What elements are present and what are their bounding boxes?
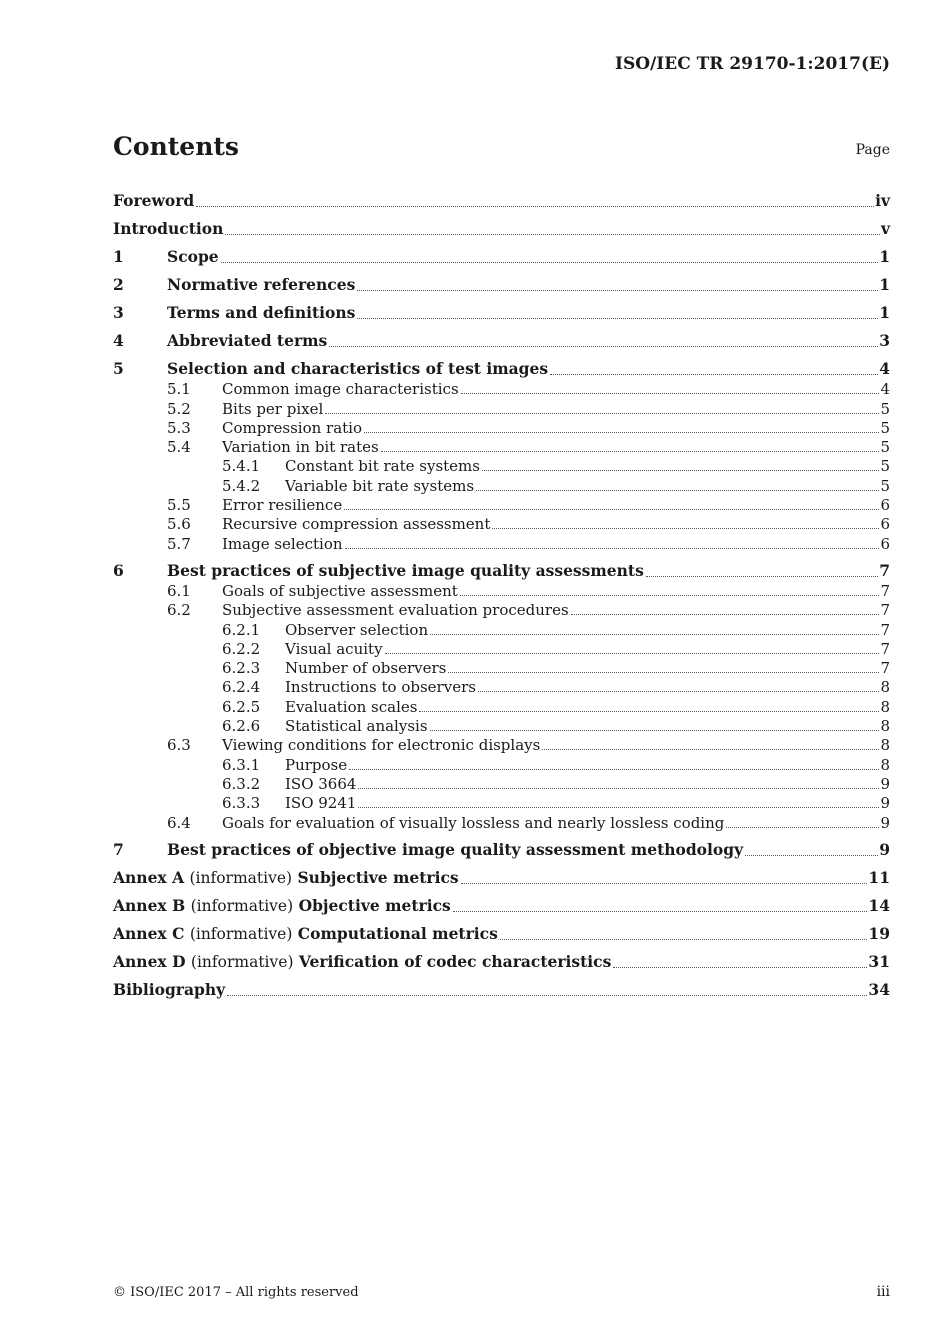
toc-title: Best practices of subjective image quality assessments bbox=[167, 560, 644, 580]
dot-leader bbox=[478, 691, 880, 692]
toc-page: 7 bbox=[880, 639, 890, 658]
toc-number: 6.1 bbox=[167, 581, 191, 600]
toc-entry-5-3[interactable] bbox=[113, 419, 890, 438]
dot-leader bbox=[745, 855, 878, 856]
dot-leader bbox=[329, 346, 878, 347]
toc-number: 6.2.6 bbox=[222, 717, 261, 736]
toc-title bbox=[113, 952, 611, 973]
toc-title: Best practices of objective image quality assessment methodology bbox=[167, 839, 744, 859]
dot-leader bbox=[357, 290, 878, 291]
dot-leader bbox=[196, 206, 874, 207]
toc-entry-6-1[interactable] bbox=[113, 582, 890, 601]
toc-title: Constant bit rate systems bbox=[285, 457, 480, 476]
dot-leader bbox=[482, 470, 879, 471]
dot-leader bbox=[571, 614, 880, 615]
toc-entry-6-2-6[interactable] bbox=[113, 717, 890, 736]
toc-title: Variable bit rate systems bbox=[285, 476, 475, 495]
toc-page: 5 bbox=[880, 457, 890, 476]
copyright-notice: © ISO/IEC 2017 – All rights reserved bbox=[113, 1285, 359, 1300]
toc-entry-introduction[interactable] bbox=[113, 212, 890, 240]
toc-title bbox=[113, 868, 459, 889]
toc-page: 3 bbox=[879, 331, 890, 350]
toc-page: 4 bbox=[880, 380, 890, 399]
dot-leader bbox=[476, 490, 879, 491]
toc-entry-bibliography[interactable] bbox=[113, 973, 890, 1001]
annex-label: Annex B bbox=[113, 895, 186, 915]
toc-page: 7 bbox=[880, 659, 890, 678]
dot-leader bbox=[419, 711, 879, 712]
toc-entry-3[interactable] bbox=[113, 296, 890, 324]
dot-leader bbox=[227, 995, 867, 996]
toc-title: Goals for evaluation of visually lossless and nearly lossless coding bbox=[222, 813, 725, 832]
annex-label: Annex D bbox=[113, 951, 186, 971]
toc-number: 6.3.3 bbox=[222, 794, 261, 813]
toc-entry-5-1[interactable] bbox=[113, 380, 890, 399]
dot-leader bbox=[430, 730, 880, 731]
toc-title: Subjective assessment evaluation procedures bbox=[222, 601, 569, 620]
dot-leader bbox=[358, 788, 879, 789]
toc-entry-5-4[interactable] bbox=[113, 438, 890, 457]
toc-title: Bibliography bbox=[113, 979, 226, 999]
toc-number: 6.2.4 bbox=[222, 678, 261, 697]
toc-number: 6 bbox=[113, 560, 124, 580]
toc-entry-6-2-1[interactable] bbox=[113, 620, 890, 639]
toc-title: Statistical analysis bbox=[285, 717, 428, 736]
annex-label: Annex C bbox=[113, 923, 185, 943]
toc-page: 11 bbox=[868, 867, 890, 887]
dot-leader bbox=[613, 967, 867, 968]
toc-number: 5.1 bbox=[167, 380, 191, 399]
toc-title: Normative references bbox=[167, 275, 356, 294]
page-title: Contents bbox=[113, 132, 240, 161]
toc-title: Terms and definitions bbox=[167, 303, 356, 322]
dot-leader bbox=[357, 318, 878, 319]
toc-number: 5.7 bbox=[167, 534, 191, 553]
toc-title: ISO 9241 bbox=[285, 794, 357, 813]
dot-leader bbox=[381, 451, 880, 452]
dot-leader bbox=[448, 672, 879, 673]
toc-page: 9 bbox=[880, 794, 890, 813]
toc-entry-6-4[interactable] bbox=[113, 813, 890, 832]
toc-page: 6 bbox=[880, 496, 890, 515]
toc-entry-foreword[interactable] bbox=[113, 184, 890, 212]
dot-leader bbox=[430, 634, 879, 635]
toc-entry-4[interactable] bbox=[113, 324, 890, 352]
toc-title: Scope bbox=[167, 247, 219, 266]
toc-page: 4 bbox=[879, 359, 890, 378]
toc-title: Recursive compression assessment bbox=[222, 515, 491, 534]
annex-note: (informative) bbox=[190, 896, 294, 915]
toc-number: 4 bbox=[113, 331, 124, 350]
toc-title: Number of observers bbox=[285, 659, 447, 678]
toc-number: 1 bbox=[113, 247, 124, 266]
annex-label: Annex A bbox=[113, 867, 185, 887]
toc-entry-6-3[interactable] bbox=[113, 736, 890, 755]
toc-entry-6-2-2[interactable] bbox=[113, 640, 890, 659]
toc-title: Goals of subjective assessment bbox=[222, 581, 458, 600]
toc-entry-6-2-5[interactable] bbox=[113, 697, 890, 716]
annex-note: (informative) bbox=[189, 868, 293, 887]
toc-title: Common image characteristics bbox=[222, 380, 459, 399]
toc-number: 6.3.2 bbox=[222, 774, 261, 793]
toc-entry-annex-a[interactable] bbox=[113, 861, 890, 889]
dot-leader bbox=[542, 749, 879, 750]
toc-page: 7 bbox=[880, 620, 890, 639]
dot-leader bbox=[385, 653, 880, 654]
annex-title: Objective metrics bbox=[298, 895, 451, 915]
toc-title: Observer selection bbox=[285, 620, 429, 639]
toc-number: 6.4 bbox=[167, 813, 191, 832]
toc-entry-annex-c[interactable] bbox=[113, 917, 890, 945]
toc-number: 5.6 bbox=[167, 515, 191, 534]
toc-number: 3 bbox=[113, 303, 124, 322]
toc-title bbox=[113, 924, 498, 945]
toc-entry-5[interactable] bbox=[113, 352, 890, 380]
toc-entry-5-5[interactable] bbox=[113, 496, 890, 515]
toc-number: 5.2 bbox=[167, 399, 191, 418]
toc-page: v bbox=[880, 219, 890, 238]
toc-entry-6-2[interactable] bbox=[113, 601, 890, 620]
toc-page: 6 bbox=[880, 515, 890, 534]
dot-leader bbox=[345, 548, 880, 549]
toc-page: 1 bbox=[879, 275, 890, 294]
toc-number: 2 bbox=[113, 275, 124, 294]
toc-page: 7 bbox=[880, 581, 890, 600]
dot-leader bbox=[358, 807, 879, 808]
toc-title: Image selection bbox=[222, 534, 343, 553]
toc-entry-5-4-1[interactable] bbox=[113, 457, 890, 476]
toc-entry-5-2[interactable] bbox=[113, 399, 890, 418]
toc-entry-annex-b[interactable] bbox=[113, 889, 890, 917]
toc-page: iv bbox=[875, 191, 890, 210]
toc-page: 14 bbox=[868, 895, 890, 915]
dot-leader bbox=[500, 939, 868, 940]
toc-number: 5.4.2 bbox=[222, 476, 261, 495]
toc-entry-5-7[interactable] bbox=[113, 534, 890, 553]
toc-page: 5 bbox=[880, 438, 890, 457]
toc-entry-7[interactable] bbox=[113, 833, 890, 861]
toc-entry-6-3-3[interactable] bbox=[113, 794, 890, 813]
toc-number: 6.2.2 bbox=[222, 639, 261, 658]
dot-leader bbox=[364, 432, 879, 433]
toc-page: 5 bbox=[880, 476, 890, 495]
toc-number: 5.4 bbox=[167, 438, 191, 457]
toc-page: 8 bbox=[880, 736, 890, 755]
toc-entry-6-3-2[interactable] bbox=[113, 775, 890, 794]
dot-leader bbox=[325, 413, 879, 414]
toc-page: 7 bbox=[879, 560, 890, 580]
dot-leader bbox=[492, 528, 879, 529]
toc-title: Compression ratio bbox=[222, 418, 363, 437]
annex-note: (informative) bbox=[190, 952, 294, 971]
dot-leader bbox=[460, 595, 880, 596]
toc-number: 6.2.3 bbox=[222, 659, 261, 678]
toc-title: Viewing conditions for electronic displays bbox=[222, 736, 541, 755]
toc-title: Bits per pixel bbox=[222, 399, 324, 418]
toc-entry-6[interactable] bbox=[113, 554, 890, 582]
toc-entry-6-2-4[interactable] bbox=[113, 678, 890, 697]
toc-entry-annex-d[interactable] bbox=[113, 945, 890, 973]
toc-entry-5-4-2[interactable] bbox=[113, 476, 890, 495]
toc-page: 34 bbox=[868, 979, 890, 999]
toc-page: 5 bbox=[880, 399, 890, 418]
toc-page: 9 bbox=[880, 774, 890, 793]
toc-title: Variation in bit rates bbox=[222, 438, 379, 457]
annex-title: Subjective metrics bbox=[297, 867, 459, 887]
toc-page: 31 bbox=[868, 951, 890, 971]
annex-note: (informative) bbox=[189, 924, 293, 943]
toc-page: 8 bbox=[880, 678, 890, 697]
toc-page: 8 bbox=[880, 697, 890, 716]
page-column-label: Page bbox=[855, 142, 890, 158]
toc-page: 19 bbox=[868, 923, 890, 943]
document-id: ISO/IEC TR 29170-1:2017(E) bbox=[615, 54, 890, 74]
dot-leader bbox=[461, 883, 868, 884]
annex-title: Verification of codec characteristics bbox=[298, 951, 612, 971]
toc-title: Abbreviated terms bbox=[167, 331, 328, 350]
toc-page: 9 bbox=[880, 813, 890, 832]
table-of-contents bbox=[113, 184, 890, 1001]
dot-leader bbox=[225, 234, 880, 235]
dot-leader bbox=[453, 911, 868, 912]
toc-entry-6-3-1[interactable] bbox=[113, 755, 890, 774]
toc-number: 5.3 bbox=[167, 418, 191, 437]
dot-leader bbox=[344, 509, 879, 510]
toc-title: Selection and characteristics of test images bbox=[167, 359, 549, 378]
toc-number: 6.2.5 bbox=[222, 697, 261, 716]
toc-entry-2[interactable] bbox=[113, 268, 890, 296]
dot-leader bbox=[461, 393, 880, 394]
toc-entry-6-2-3[interactable] bbox=[113, 659, 890, 678]
toc-title: Instructions to observers bbox=[285, 678, 476, 697]
toc-title: Evaluation scales bbox=[285, 697, 418, 716]
toc-page: 5 bbox=[880, 418, 890, 437]
toc-page: 8 bbox=[880, 755, 890, 774]
toc-number: 6.2.1 bbox=[222, 620, 261, 639]
page-number: iii bbox=[876, 1284, 890, 1300]
annex-title: Computational metrics bbox=[297, 923, 498, 943]
toc-page: 1 bbox=[879, 303, 890, 322]
toc-number: 6.3.1 bbox=[222, 755, 261, 774]
toc-page: 6 bbox=[880, 534, 890, 553]
dot-leader bbox=[221, 262, 879, 263]
toc-number: 7 bbox=[113, 839, 124, 859]
toc-page: 8 bbox=[880, 717, 890, 736]
toc-title: Foreword bbox=[113, 191, 195, 210]
toc-number: 5.4.1 bbox=[222, 457, 261, 476]
toc-number: 5 bbox=[113, 359, 124, 378]
toc-page: 9 bbox=[879, 839, 890, 859]
toc-title: Error resilience bbox=[222, 496, 343, 515]
dot-leader bbox=[646, 576, 878, 577]
toc-title: Purpose bbox=[285, 755, 348, 774]
toc-title: Introduction bbox=[113, 219, 224, 238]
toc-number: 6.2 bbox=[167, 601, 191, 620]
toc-title bbox=[113, 896, 451, 917]
toc-entry-5-6[interactable] bbox=[113, 515, 890, 534]
dot-leader bbox=[550, 374, 878, 375]
dot-leader bbox=[726, 827, 879, 828]
toc-title: ISO 3664 bbox=[285, 774, 357, 793]
toc-title: Visual acuity bbox=[285, 639, 383, 658]
dot-leader bbox=[349, 769, 879, 770]
toc-number: 5.5 bbox=[167, 496, 191, 515]
toc-entry-1[interactable] bbox=[113, 240, 890, 268]
toc-page: 1 bbox=[879, 247, 890, 266]
toc-page: 7 bbox=[880, 601, 890, 620]
toc-number: 6.3 bbox=[167, 736, 191, 755]
